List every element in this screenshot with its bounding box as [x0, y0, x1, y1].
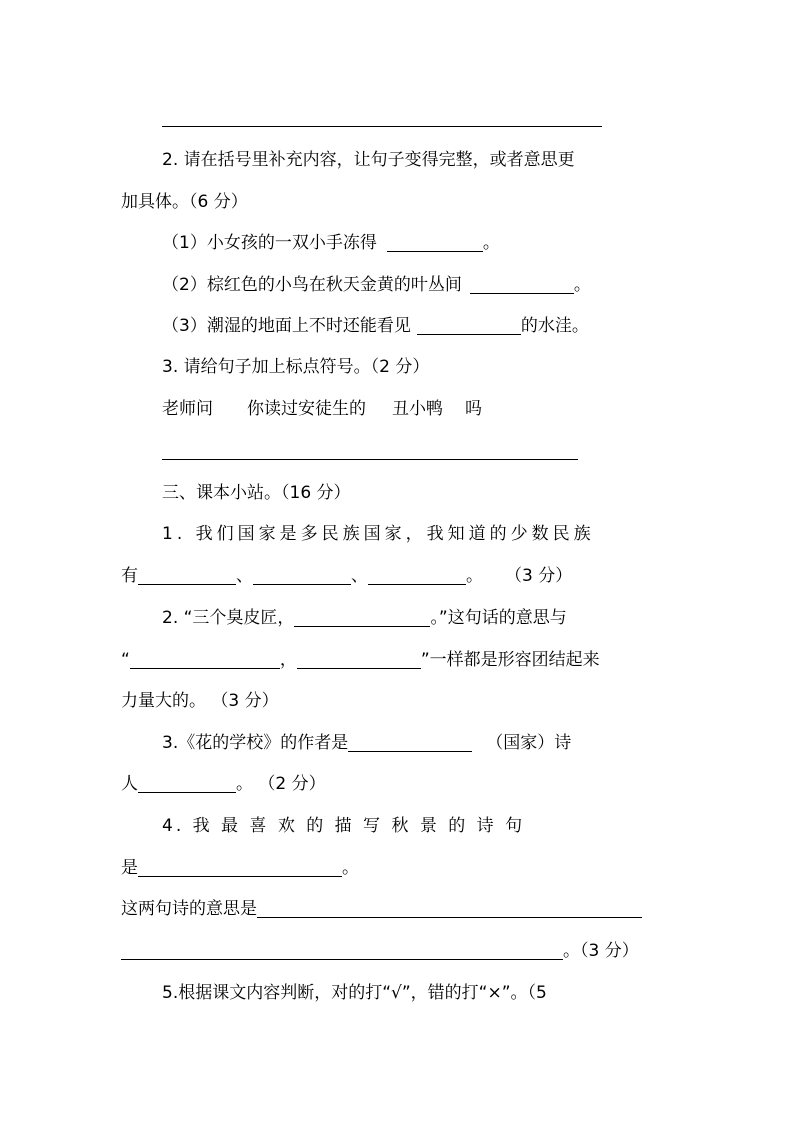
s3-q4-line1: 4. 我 最 喜 欢 的 描 写 秋 景 的 诗 句 [162, 816, 526, 836]
q3-answer-line [162, 459, 578, 460]
q3-word-1: 老师问 [162, 399, 213, 419]
s3-q2-mid: 。”这句话的意思与 [430, 608, 567, 628]
s3-q1-sep-2: 、 [351, 566, 368, 586]
answer-line-top [162, 126, 602, 127]
s3-q1-prefix: 有 [121, 566, 138, 586]
q2-item1-blank[interactable] [387, 235, 483, 252]
q3-sentence [162, 399, 482, 419]
s3-q1-line2 [121, 566, 572, 586]
s3-q3-blank-2[interactable] [138, 776, 236, 793]
s3-q1-sep-1: 、 [236, 566, 253, 586]
section3-heading: 三、课本小站。（16 分） [162, 483, 351, 503]
s3-q2-line3: 力量大的。 （3 分） [121, 691, 279, 711]
s3-q3-line2 [121, 774, 326, 794]
q3-word-3: 丑小鸭 [392, 399, 443, 419]
s3-q2-blank-1[interactable] [294, 610, 430, 627]
q2-item3-end: 的水洼。 [520, 316, 589, 336]
s3-q2-open-quote: “ [121, 650, 130, 670]
s3-q2-blank-2[interactable] [130, 652, 280, 669]
q3-text: 3. 请给句子加上标点符号。（2 分） [162, 357, 430, 377]
s3-q4-blank[interactable] [138, 860, 342, 877]
s3-q2-line2 [121, 650, 600, 670]
q2-item2-end: 。 [573, 275, 591, 295]
s3-q1-blank-3[interactable] [368, 568, 466, 585]
q2-item3-blank[interactable] [417, 318, 521, 335]
s3-q2-prefix: 2. “三个臭皮匠， [162, 608, 295, 628]
s3-q1-end: 。 [466, 566, 483, 586]
s3-q4-meaning-blank-1[interactable] [257, 901, 642, 918]
s3-q3-post: （国家）诗 [486, 733, 572, 753]
s3-q4-prefix: 是 [121, 858, 138, 878]
s3-q4-line4 [121, 941, 639, 961]
q2-item2-blank[interactable] [470, 277, 574, 294]
q2-item2-text: （2）棕红色的小鸟在秋天金黄的叶丛间 [162, 275, 462, 295]
s3-q3-prefix: 3.《花的学校》的作者是 [162, 733, 349, 753]
s3-q4-end: 。 [342, 858, 359, 878]
s3-q1-blank-1[interactable] [138, 568, 236, 585]
s3-q1-line1: 1. 我们国家是多民族国家，我知道的少数民族 [162, 524, 595, 544]
q2-text-line2: 加具体。（6 分） [121, 192, 248, 212]
q2-item1-end: 。 [482, 233, 500, 253]
q2-text-line1: 2. 请在括号里补充内容，让句子变得完整，或者意思更 [162, 150, 575, 170]
s3-q4-meaning-end: 。（3 分） [563, 941, 639, 961]
q2-item3-text: （3）潮湿的地面上不时还能看见 [162, 316, 411, 336]
q3-word-4: 吗 [465, 399, 482, 419]
s3-q2-blank-3[interactable] [297, 652, 421, 669]
q2-item2 [162, 275, 591, 295]
s3-q1-score: （3 分） [505, 566, 573, 586]
s3-q4-line3 [121, 899, 642, 919]
s3-q4-line2 [121, 858, 359, 878]
s3-q3-line2-end: 。 （2 分） [236, 774, 326, 794]
s3-q2-comma: ， [279, 650, 297, 670]
s3-q4-meaning-blank-2[interactable] [121, 943, 563, 960]
q2-item3 [162, 316, 589, 336]
q2-item1 [162, 233, 500, 253]
s3-q2-line1 [162, 608, 567, 628]
s3-q5-text: 5.根据课文内容判断，对的打“√”，错的打“×”。（5 [162, 983, 547, 1003]
s3-q2-close: ”一样都是形容团结起来 [420, 650, 600, 670]
q2-item1-text: （1）小女孩的一双小手冻得 [162, 233, 377, 253]
q3-word-2: 你读过安徒生的 [247, 399, 366, 419]
s3-q1-blank-2[interactable] [253, 568, 351, 585]
s3-q3-line1 [162, 733, 571, 753]
s3-q3-line2-prefix: 人 [121, 774, 138, 794]
s3-q3-blank-1[interactable] [348, 735, 472, 752]
s3-q4-meaning-label: 这两句诗的意思是 [121, 899, 257, 919]
